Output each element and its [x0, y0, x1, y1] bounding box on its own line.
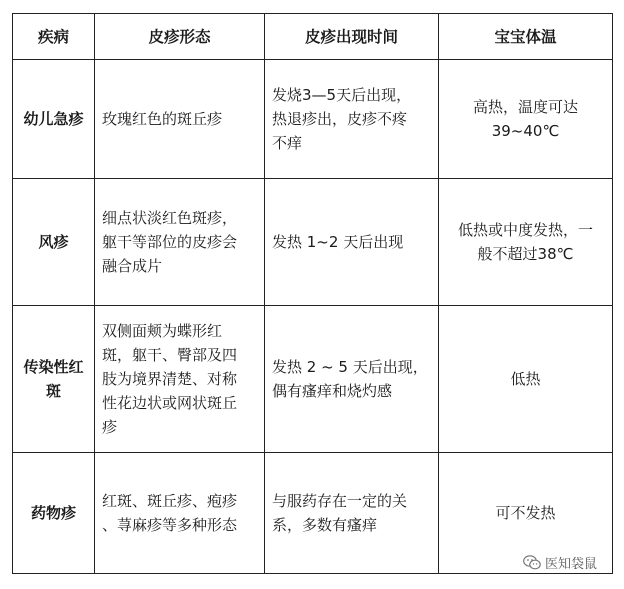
temperature-cell	[439, 306, 613, 453]
cell-line: 发热 2 ~ 5 天后出现，	[272, 358, 428, 376]
cell-line: 可不发热	[495, 504, 556, 522]
header-baby-temperature: 宝宝体温	[439, 14, 613, 60]
rash-onset-cell	[265, 453, 439, 574]
table-row	[13, 60, 613, 179]
header-row	[13, 14, 613, 60]
cell-line: 传染性红	[23, 358, 84, 376]
header-disease: 疾病	[13, 14, 95, 60]
rash-onset-cell	[265, 179, 439, 306]
cell-line: 般不超过38℃	[477, 245, 574, 263]
disease-name	[13, 306, 95, 453]
cell-line: 与服药存在一定的关	[272, 492, 408, 510]
cell-line: 肢为境界清楚、对称	[102, 370, 238, 388]
rash-onset-cell	[265, 60, 439, 179]
disease-name: 风疹	[13, 179, 95, 306]
cell-line: 红斑、斑丘疹、疱疹	[102, 492, 238, 510]
disease-name: 药物疹	[13, 453, 95, 574]
cell-line: 高热，温度可达	[472, 98, 578, 116]
rash-morphology-cell	[95, 179, 265, 306]
cell-line: 、荨麻疹等多种形态	[102, 516, 238, 534]
watermark	[520, 552, 600, 573]
temperature-cell	[439, 60, 613, 179]
rash-morphology-cell	[95, 306, 265, 453]
cell-line: 发烧3—5天后出现，	[272, 86, 412, 104]
header-rash-morphology: 皮疹形态	[95, 14, 265, 60]
cell-line: 偶有瘙痒和烧灼感	[272, 382, 393, 400]
cell-line: 低热	[510, 370, 541, 388]
table-row	[13, 179, 613, 306]
rash-morphology-cell	[95, 453, 265, 574]
cell-line: 系，多数有瘙痒	[272, 516, 378, 534]
cell-line: 热退疹出，皮疹不疼	[272, 110, 408, 128]
temperature-cell	[439, 179, 613, 306]
rash-onset-cell	[265, 306, 439, 453]
wechat-icon	[523, 555, 541, 570]
cell-line: 双侧面颊为蝶形红	[102, 322, 223, 340]
cell-line: 斑，躯干、臀部及四	[102, 346, 238, 364]
cell-line: 斑	[45, 382, 61, 400]
cell-line: 融合成片	[102, 257, 163, 275]
rash-morphology-cell	[95, 60, 265, 179]
rash-comparison-table	[12, 13, 613, 574]
cell-line: 发热 1~2 天后出现	[272, 233, 404, 251]
cell-line: 疹	[102, 418, 118, 436]
watermark-text: 医知袋鼠	[544, 557, 597, 572]
cell-line: 细点状淡红色斑疹，	[102, 209, 238, 227]
cell-line: 玫瑰红色的斑丘疹	[102, 110, 223, 128]
cell-line: 性花边状或网状斑丘	[102, 394, 238, 412]
disease-name: 幼儿急疹	[13, 60, 95, 179]
cell-line: 躯干等部位的皮疹会	[102, 233, 238, 251]
table-row	[13, 306, 613, 453]
cell-line: 不痒	[272, 134, 303, 152]
header-rash-onset: 皮疹出现时间	[265, 14, 439, 60]
cell-line: 低热或中度发热，一	[457, 221, 593, 239]
cell-line: 39~40℃	[491, 122, 560, 140]
